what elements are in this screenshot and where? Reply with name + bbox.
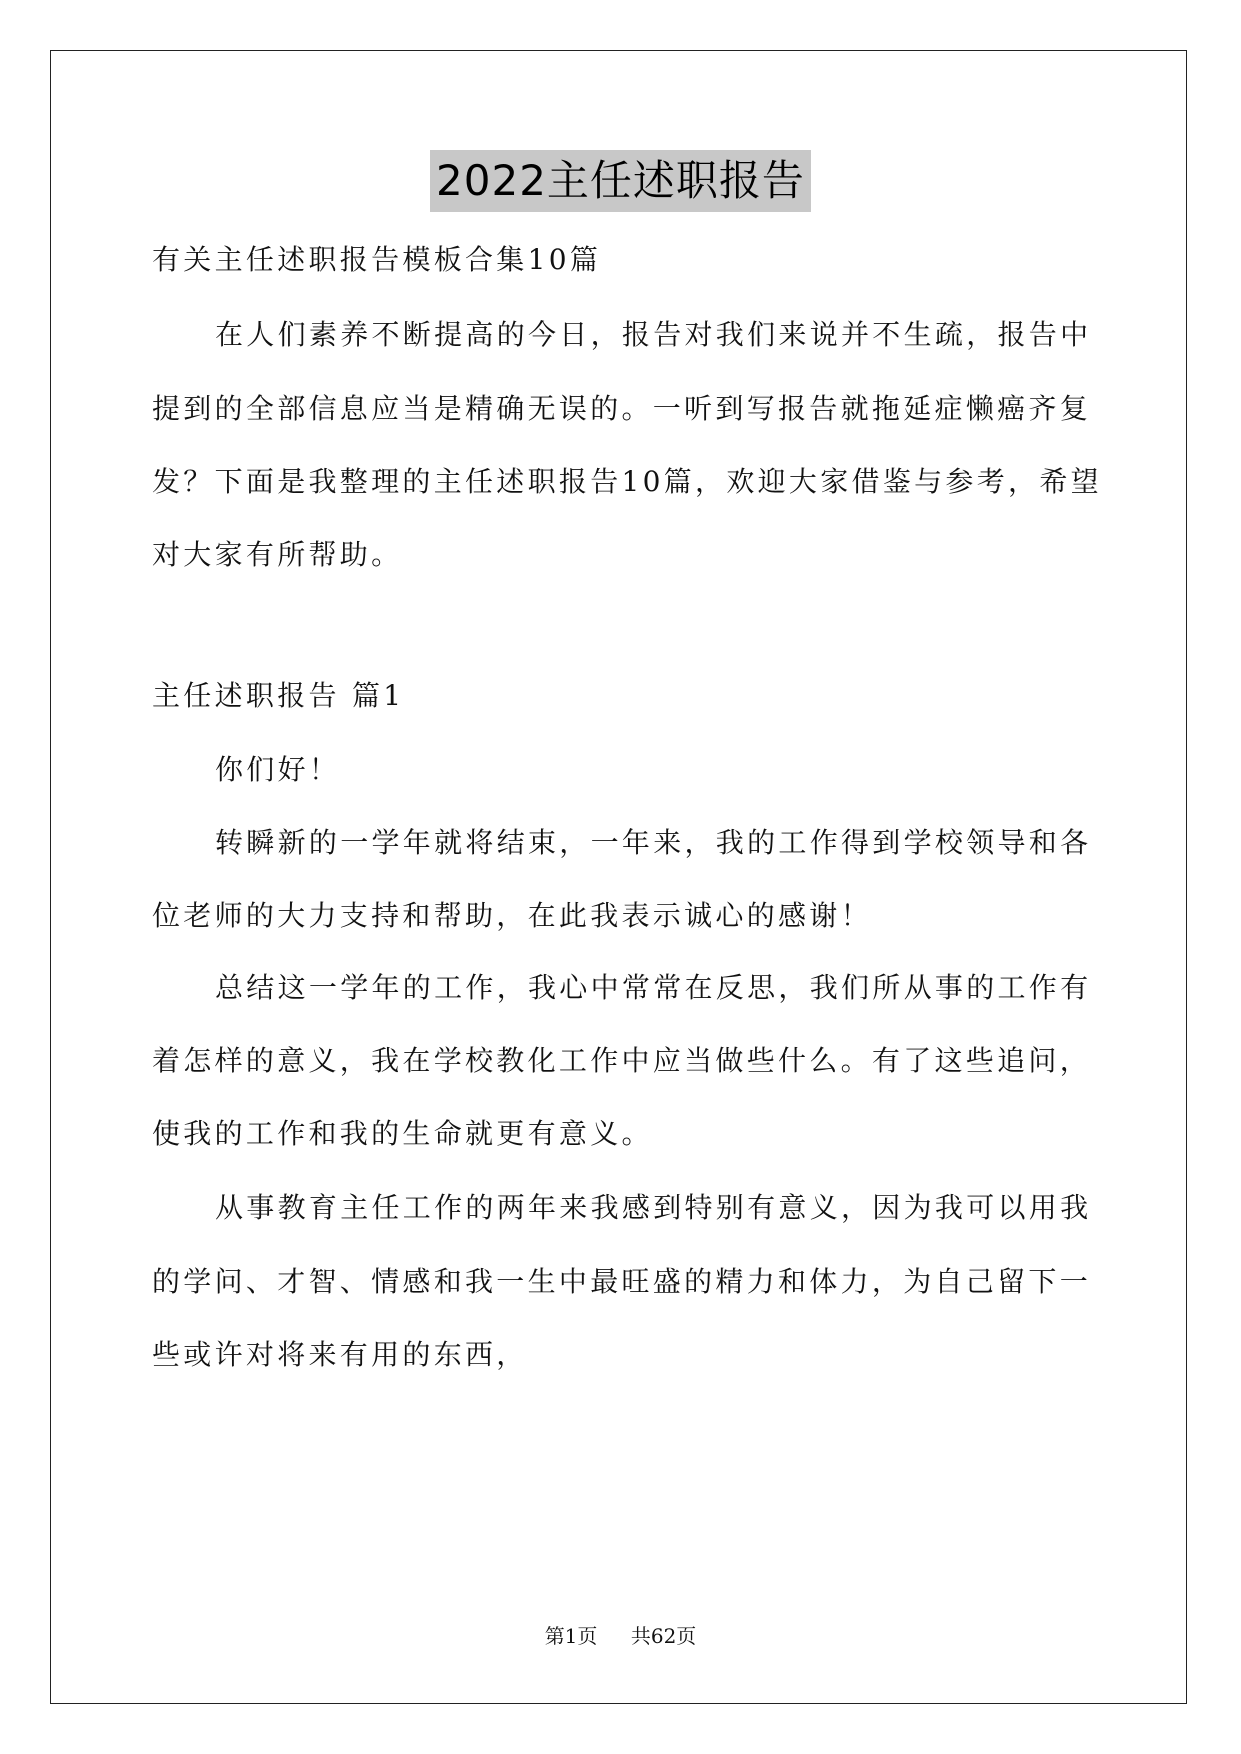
intro-line: 对大家有所帮助。 (152, 538, 403, 571)
page-footer (0, 1622, 1241, 1650)
title-container (0, 150, 1241, 212)
body-line: 的学问、才智、情感和我一生中最旺盛的精力和体力，为自己留下一 (152, 1265, 1092, 1298)
intro-line: 提到的全部信息应当是精确无误的。一听到写报告就拖延症懒癌齐复 (152, 392, 1092, 425)
body-line: 你们好！ (215, 753, 341, 786)
page-border (50, 50, 1187, 1704)
body-line: 着怎样的意义，我在学校教化工作中应当做些什么。有了这些追问， (152, 1044, 1092, 1077)
body-line: 使我的工作和我的生命就更有意义。 (152, 1117, 653, 1150)
document-title: 2022主任述职报告 (430, 150, 811, 212)
intro-line: 在人们素养不断提高的今日，报告对我们来说并不生疏，报告中 (215, 318, 1092, 351)
body-line: 总结这一学年的工作，我心中常常在反思，我们所从事的工作有 (215, 971, 1092, 1004)
body-line: 些或许对将来有用的东西， (152, 1338, 528, 1371)
intro-line: 发？下面是我整理的主任述职报告10篇，欢迎大家借鉴与参考，希望 (152, 465, 1102, 498)
body-line: 位老师的大力支持和帮助，在此我表示诚心的感谢！ (152, 899, 872, 932)
body-line: 转瞬新的一学年就将结束，一年来，我的工作得到学校领导和各 (215, 826, 1092, 859)
section-heading: 主任述职报告 篇1 (152, 679, 405, 712)
document-subtitle: 有关主任述职报告模板合集10篇 (152, 243, 602, 276)
page-number: 第1页 (544, 1624, 598, 1648)
page-total: 共62页 (630, 1624, 697, 1648)
body-line: 从事教育主任工作的两年来我感到特别有意义，因为我可以用我 (215, 1191, 1092, 1224)
